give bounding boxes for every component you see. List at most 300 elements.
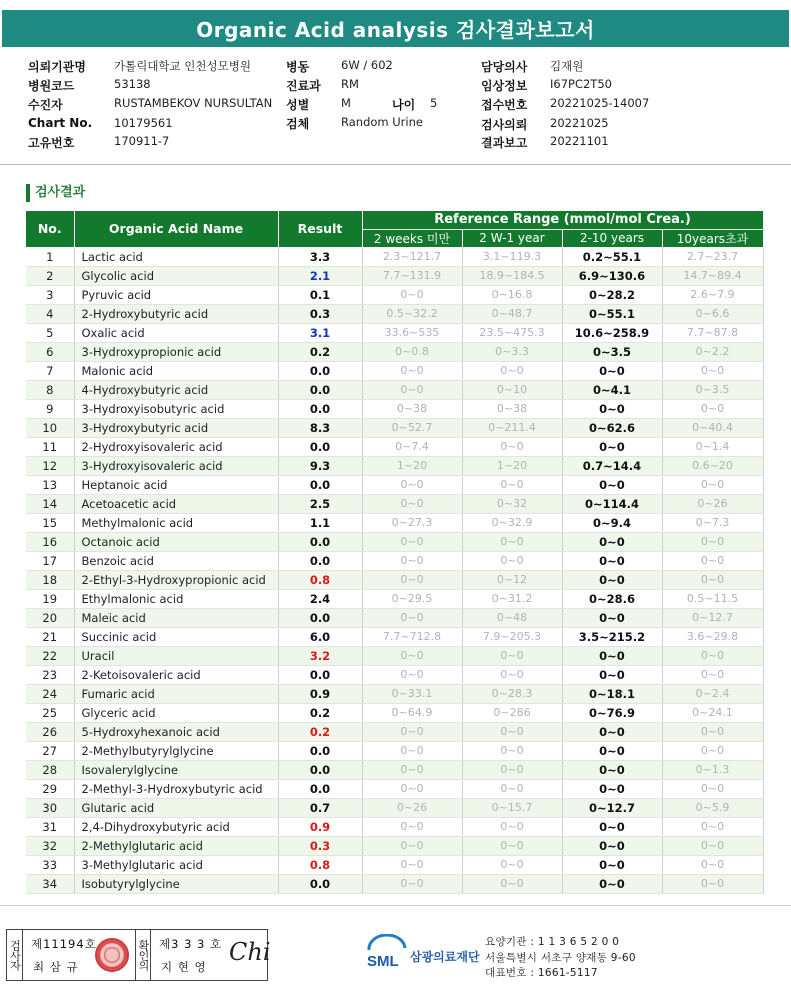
ref-range-2-10y: 0~0 [562, 722, 662, 741]
header-range: 10years초과 [662, 229, 763, 247]
info-label: 성별 [286, 98, 310, 112]
ref-range-10y-plus: 0~0 [662, 855, 763, 874]
table-row [26, 532, 763, 551]
ref-range-2w: 0~0 [362, 380, 462, 399]
row-number: 34 [26, 874, 74, 893]
ref-range-10y-plus: 0~0 [662, 532, 763, 551]
ref-range-1y: 0~16.8 [462, 285, 562, 304]
age-value: 5 [430, 96, 438, 110]
info-value: 6W / 602 [341, 58, 393, 72]
ref-range-1y: 0~0 [462, 437, 562, 456]
result-value: 0.0 [278, 874, 362, 893]
result-value: 0.8 [278, 570, 362, 589]
table-row [26, 361, 763, 380]
row-number: 13 [26, 475, 74, 494]
ref-range-2w: 0~0 [362, 760, 462, 779]
result-value: 1.1 [278, 513, 362, 532]
ref-range-2w: 1~20 [362, 456, 462, 475]
signature-box [6, 929, 271, 981]
ref-range-2w: 0~0 [362, 874, 462, 893]
ref-range-1y: 0~0 [462, 646, 562, 665]
ref-range-1y: 0~12 [462, 570, 562, 589]
ref-range-2-10y: 10.6~258.9 [562, 323, 662, 342]
result-value: 3.2 [278, 646, 362, 665]
table-row [26, 475, 763, 494]
info-value: 20221101 [550, 134, 609, 148]
acid-name: 4-Hydroxybutyric acid [74, 380, 278, 399]
table-row [26, 798, 763, 817]
ref-range-2-10y: 0~114.4 [562, 494, 662, 513]
row-number: 23 [26, 665, 74, 684]
ref-range-1y: 23.5~475.3 [462, 323, 562, 342]
result-value: 0.0 [278, 608, 362, 627]
table-row [26, 285, 763, 304]
info-value: Random Urine [341, 115, 423, 129]
acid-name: 2-Hydroxybutyric acid [74, 304, 278, 323]
ref-range-10y-plus: 0.6~20 [662, 456, 763, 475]
seal-icon [95, 938, 129, 972]
row-number: 2 [26, 266, 74, 285]
ref-range-1y: 0~31.2 [462, 589, 562, 608]
ref-range-2-10y: 6.9~130.6 [562, 266, 662, 285]
table-row [26, 779, 763, 798]
ref-range-2-10y: 0~0 [562, 570, 662, 589]
ref-range-1y: 0~0 [462, 836, 562, 855]
ref-range-2-10y: 0~62.6 [562, 418, 662, 437]
result-value: 0.0 [278, 779, 362, 798]
row-number: 15 [26, 513, 74, 532]
table-row [26, 551, 763, 570]
info-value: RM [341, 77, 359, 91]
results-body [26, 247, 763, 893]
row-number: 4 [26, 304, 74, 323]
result-value: 2.1 [278, 266, 362, 285]
ref-range-1y: 0~28.3 [462, 684, 562, 703]
table-row [26, 399, 763, 418]
table-row [26, 722, 763, 741]
result-value: 0.0 [278, 437, 362, 456]
acid-name: 3-Hydroxyisobutyric acid [74, 399, 278, 418]
ref-range-10y-plus: 0~0 [662, 665, 763, 684]
ref-range-10y-plus: 0~0 [662, 475, 763, 494]
info-value: 10179561 [114, 116, 173, 130]
table-row [26, 703, 763, 722]
ref-range-10y-plus: 0~0 [662, 779, 763, 798]
result-value: 0.9 [278, 817, 362, 836]
approver-label: 확인의 [135, 930, 151, 980]
ref-range-2w: 0~0 [362, 494, 462, 513]
acid-name: Methylmalonic acid [74, 513, 278, 532]
acid-name: Acetoacetic acid [74, 494, 278, 513]
ref-range-2-10y: 0~0 [562, 874, 662, 893]
ref-range-1y: 0~15.7 [462, 798, 562, 817]
result-value: 0.3 [278, 304, 362, 323]
result-value: 3.1 [278, 323, 362, 342]
table-row [26, 418, 763, 437]
org-phone: 대표번호 : 1661-5117 [485, 967, 598, 979]
table-row [26, 323, 763, 342]
ref-range-1y: 0~0 [462, 874, 562, 893]
info-label: 병원코드 [28, 79, 75, 93]
ref-range-2-10y: 3.5~215.2 [562, 627, 662, 646]
results-table [26, 211, 764, 894]
table-row [26, 855, 763, 874]
ref-range-10y-plus: 0~3.5 [662, 380, 763, 399]
acid-name: Lactic acid [74, 247, 278, 266]
row-number: 6 [26, 342, 74, 361]
ref-range-2w: 0~52.7 [362, 418, 462, 437]
ref-range-10y-plus: 14.7~89.4 [662, 266, 763, 285]
divider [0, 164, 791, 165]
acid-name: Benzoic acid [74, 551, 278, 570]
ref-range-2-10y: 0~3.5 [562, 342, 662, 361]
acid-name: Octanoic acid [74, 532, 278, 551]
acid-name: 2-Methylbutyrylglycine [74, 741, 278, 760]
row-number: 8 [26, 380, 74, 399]
ref-range-10y-plus: 0~0 [662, 874, 763, 893]
ref-range-2w: 0~0 [362, 608, 462, 627]
examiner-license: 제11194호 [31, 937, 97, 951]
acid-name: Isobutyrylglycine [74, 874, 278, 893]
table-row [26, 247, 763, 266]
table-row [26, 874, 763, 893]
row-number: 33 [26, 855, 74, 874]
result-value: 0.0 [278, 475, 362, 494]
ref-range-1y: 0~0 [462, 817, 562, 836]
info-value: 가톨릭대학교 인천성모병원 [114, 59, 251, 73]
header-range: 2-10 years [562, 229, 662, 247]
result-value: 0.9 [278, 684, 362, 703]
ref-range-1y: 0~0 [462, 855, 562, 874]
info-value: M [341, 96, 351, 110]
org-address: 서울특별시 서초구 양재동 9-60 [485, 952, 636, 964]
ref-range-1y: 0~32 [462, 494, 562, 513]
acid-name: Maleic acid [74, 608, 278, 627]
ref-range-2w: 0~0 [362, 855, 462, 874]
row-number: 28 [26, 760, 74, 779]
section-title: 검사결과 [26, 184, 85, 202]
info-label: 접수번호 [481, 98, 528, 112]
ref-range-10y-plus: 0~2.4 [662, 684, 763, 703]
acid-name: Isovalerylglycine [74, 760, 278, 779]
result-value: 0.0 [278, 741, 362, 760]
table-row [26, 380, 763, 399]
table-row [26, 741, 763, 760]
result-value: 0.1 [278, 285, 362, 304]
ref-range-2w: 0~26 [362, 798, 462, 817]
ref-range-2-10y: 0~55.1 [562, 304, 662, 323]
ref-range-1y: 0~48.7 [462, 304, 562, 323]
acid-name: 2-Methylglutaric acid [74, 836, 278, 855]
info-label: Chart No. [28, 116, 93, 130]
ref-range-2-10y: 0.2~55.1 [562, 247, 662, 266]
acid-name: Glycolic acid [74, 266, 278, 285]
ref-range-2w: 0~0 [362, 551, 462, 570]
ref-range-10y-plus: 0~6.6 [662, 304, 763, 323]
ref-range-2-10y: 0~0 [562, 855, 662, 874]
row-number: 19 [26, 589, 74, 608]
sml-logo-icon [365, 934, 409, 974]
result-value: 0.2 [278, 342, 362, 361]
patient-info [0, 55, 791, 155]
ref-range-10y-plus: 0~40.4 [662, 418, 763, 437]
acid-name: 2-Ethyl-3-Hydroxypropionic acid [74, 570, 278, 589]
acid-name: 2-Hydroxyisovaleric acid [74, 437, 278, 456]
result-value: 0.8 [278, 855, 362, 874]
ref-range-1y: 0~32.9 [462, 513, 562, 532]
signature-icon: Chi [229, 938, 271, 966]
ref-range-10y-plus: 0~7.3 [662, 513, 763, 532]
ref-range-2w: 0~0 [362, 570, 462, 589]
table-row [26, 627, 763, 646]
ref-range-10y-plus: 0~26 [662, 494, 763, 513]
info-label: 병동 [286, 60, 310, 74]
ref-range-1y: 7.9~205.3 [462, 627, 562, 646]
info-label: 고유번호 [28, 136, 75, 150]
info-value: RUSTAMBEKOV NURSULTAN [114, 96, 273, 110]
acid-name: Glutaric acid [74, 798, 278, 817]
info-value: 170911-7 [114, 134, 170, 148]
info-label: 진료과 [286, 79, 321, 93]
ref-range-10y-plus: 0~0 [662, 817, 763, 836]
acid-name: Succinic acid [74, 627, 278, 646]
result-value: 9.3 [278, 456, 362, 475]
ref-range-2w: 7.7~712.8 [362, 627, 462, 646]
info-value: 53138 [114, 77, 151, 91]
acid-name: Oxalic acid [74, 323, 278, 342]
ref-range-1y: 0~0 [462, 361, 562, 380]
ref-range-2w: 0~38 [362, 399, 462, 418]
ref-range-1y: 0~0 [462, 665, 562, 684]
header-range: 2 weeks 미만 [362, 229, 462, 247]
approver-name: 지 현 영 [161, 960, 207, 974]
ref-range-2-10y: 0~18.1 [562, 684, 662, 703]
ref-range-2-10y: 0~0 [562, 760, 662, 779]
row-number: 20 [26, 608, 74, 627]
row-number: 11 [26, 437, 74, 456]
table-row [26, 513, 763, 532]
result-value: 0.3 [278, 836, 362, 855]
info-value: 김재원 [550, 59, 584, 73]
result-value: 0.0 [278, 551, 362, 570]
row-number: 7 [26, 361, 74, 380]
row-number: 14 [26, 494, 74, 513]
ref-range-10y-plus: 7.7~87.8 [662, 323, 763, 342]
ref-range-10y-plus: 2.7~23.7 [662, 247, 763, 266]
result-value: 0.0 [278, 361, 362, 380]
ref-range-2-10y: 0~0 [562, 608, 662, 627]
ref-range-10y-plus: 0~2.2 [662, 342, 763, 361]
ref-range-2w: 0~0 [362, 285, 462, 304]
header-reference: Reference Range (mmol/mol Crea.) [362, 211, 763, 229]
table-row [26, 589, 763, 608]
info-label: 검체 [286, 117, 310, 131]
row-number: 30 [26, 798, 74, 817]
ref-range-2-10y: 0~0 [562, 532, 662, 551]
row-number: 24 [26, 684, 74, 703]
result-value: 0.2 [278, 703, 362, 722]
ref-range-2-10y: 0~0 [562, 665, 662, 684]
acid-name: 3-Hydroxybutyric acid [74, 418, 278, 437]
ref-range-1y: 0~48 [462, 608, 562, 627]
row-number: 18 [26, 570, 74, 589]
ref-range-2w: 0~33.1 [362, 684, 462, 703]
ref-range-2w: 0~0 [362, 665, 462, 684]
ref-range-2w: 0.5~32.2 [362, 304, 462, 323]
row-number: 16 [26, 532, 74, 551]
info-label: 의뢰기관명 [28, 60, 86, 74]
acid-name: Malonic acid [74, 361, 278, 380]
header-result: Result [278, 211, 362, 247]
acid-name: 2-Methyl-3-Hydroxybutyric acid [74, 779, 278, 798]
logo-text: SML [367, 953, 399, 970]
ref-range-1y: 3.1~119.3 [462, 247, 562, 266]
ref-range-1y: 0~0 [462, 779, 562, 798]
ref-range-2-10y: 0~4.1 [562, 380, 662, 399]
ref-range-2w: 33.6~535 [362, 323, 462, 342]
table-row [26, 570, 763, 589]
ref-range-1y: 0~0 [462, 741, 562, 760]
table-row [26, 684, 763, 703]
row-number: 29 [26, 779, 74, 798]
ref-range-2w: 0~0 [362, 475, 462, 494]
table-row [26, 494, 763, 513]
row-number: 12 [26, 456, 74, 475]
ref-range-1y: 1~20 [462, 456, 562, 475]
info-label: 수진자 [28, 98, 63, 112]
row-number: 25 [26, 703, 74, 722]
acid-name: Pyruvic acid [74, 285, 278, 304]
ref-range-2w: 0~7.4 [362, 437, 462, 456]
ref-range-2-10y: 0~0 [562, 646, 662, 665]
table-row [26, 646, 763, 665]
row-number: 27 [26, 741, 74, 760]
row-number: 1 [26, 247, 74, 266]
ref-range-2w: 0~64.9 [362, 703, 462, 722]
table-row [26, 665, 763, 684]
header-no: No. [26, 211, 74, 247]
info-value: 20221025-14007 [550, 96, 650, 110]
result-value: 0.0 [278, 532, 362, 551]
ref-range-1y: 18.9~184.5 [462, 266, 562, 285]
acid-name: Glyceric acid [74, 703, 278, 722]
table-row [26, 817, 763, 836]
result-value: 0.0 [278, 399, 362, 418]
ref-range-2-10y: 0~0 [562, 361, 662, 380]
info-value: I67PC2T50 [550, 77, 612, 91]
table-row [26, 456, 763, 475]
ref-range-10y-plus: 0~1.3 [662, 760, 763, 779]
row-number: 31 [26, 817, 74, 836]
approver-license: 제3 3 3 호 [159, 937, 223, 951]
ref-range-2-10y: 0~0 [562, 475, 662, 494]
info-label: 담당의사 [481, 60, 528, 74]
ref-range-2-10y: 0~0 [562, 741, 662, 760]
row-number: 3 [26, 285, 74, 304]
result-value: 0.0 [278, 760, 362, 779]
ref-range-2-10y: 0~28.6 [562, 589, 662, 608]
ref-range-1y: 0~286 [462, 703, 562, 722]
header-name: Organic Acid Name [74, 211, 278, 247]
ref-range-1y: 0~3.3 [462, 342, 562, 361]
info-label: 검사의뢰 [481, 118, 528, 132]
acid-name: Ethylmalonic acid [74, 589, 278, 608]
ref-range-1y: 0~0 [462, 551, 562, 570]
ref-range-2w: 0~0 [362, 817, 462, 836]
info-label: 결과보고 [481, 136, 528, 150]
ref-range-1y: 0~38 [462, 399, 562, 418]
ref-range-2w: 0~0 [362, 722, 462, 741]
ref-range-1y: 0~0 [462, 760, 562, 779]
table-row [26, 304, 763, 323]
ref-range-2w: 0~29.5 [362, 589, 462, 608]
age-label: 나이 [392, 98, 416, 112]
ref-range-2w: 0~0 [362, 779, 462, 798]
ref-range-10y-plus: 0~0 [662, 570, 763, 589]
ref-range-2-10y: 0.7~14.4 [562, 456, 662, 475]
ref-range-2-10y: 0~0 [562, 817, 662, 836]
ref-range-10y-plus: 3.6~29.8 [662, 627, 763, 646]
ref-range-10y-plus: 0~5.9 [662, 798, 763, 817]
result-value: 0.7 [278, 798, 362, 817]
acid-name: 2-Ketoisovaleric acid [74, 665, 278, 684]
ref-range-10y-plus: 0~1.4 [662, 437, 763, 456]
ref-range-2w: 0~0 [362, 532, 462, 551]
result-value: 6.0 [278, 627, 362, 646]
result-value: 0.0 [278, 380, 362, 399]
ref-range-10y-plus: 0~0 [662, 399, 763, 418]
acid-name: 3-Hydroxypropionic acid [74, 342, 278, 361]
acid-name: 3-Hydroxyisovaleric acid [74, 456, 278, 475]
result-value: 0.0 [278, 665, 362, 684]
ref-range-2w: 0~27.3 [362, 513, 462, 532]
ref-range-2-10y: 0~0 [562, 836, 662, 855]
ref-range-2-10y: 0~0 [562, 779, 662, 798]
header-range: 2 W-1 year [462, 229, 562, 247]
table-row [26, 437, 763, 456]
ref-range-10y-plus: 0~0 [662, 741, 763, 760]
ref-range-2-10y: 0~9.4 [562, 513, 662, 532]
acid-name: Heptanoic acid [74, 475, 278, 494]
examiner-name: 최 삼 규 [33, 960, 79, 974]
ref-range-2-10y: 0~28.2 [562, 285, 662, 304]
table-row [26, 608, 763, 627]
row-number: 32 [26, 836, 74, 855]
result-value: 3.3 [278, 247, 362, 266]
table-row [26, 760, 763, 779]
row-number: 5 [26, 323, 74, 342]
agency-number: 요양기관 : 1 1 3 6 5 2 0 0 [485, 936, 620, 948]
ref-range-10y-plus: 0.5~11.5 [662, 589, 763, 608]
ref-range-10y-plus: 0~12.7 [662, 608, 763, 627]
table-row [26, 836, 763, 855]
ref-range-10y-plus: 2.6~7.9 [662, 285, 763, 304]
acid-name: 2,4-Dihydroxybutyric acid [74, 817, 278, 836]
table-row [26, 342, 763, 361]
ref-range-2-10y: 0~76.9 [562, 703, 662, 722]
examiner-label: 검사자 [7, 930, 23, 980]
ref-range-10y-plus: 0~0 [662, 836, 763, 855]
ref-range-2-10y: 0~12.7 [562, 798, 662, 817]
ref-range-2-10y: 0~0 [562, 399, 662, 418]
ref-range-10y-plus: 0~0 [662, 551, 763, 570]
acid-name: 5-Hydroxyhexanoic acid [74, 722, 278, 741]
row-number: 26 [26, 722, 74, 741]
row-number: 21 [26, 627, 74, 646]
ref-range-2w: 0~0.8 [362, 342, 462, 361]
ref-range-2w: 0~0 [362, 646, 462, 665]
ref-range-10y-plus: 0~24.1 [662, 703, 763, 722]
